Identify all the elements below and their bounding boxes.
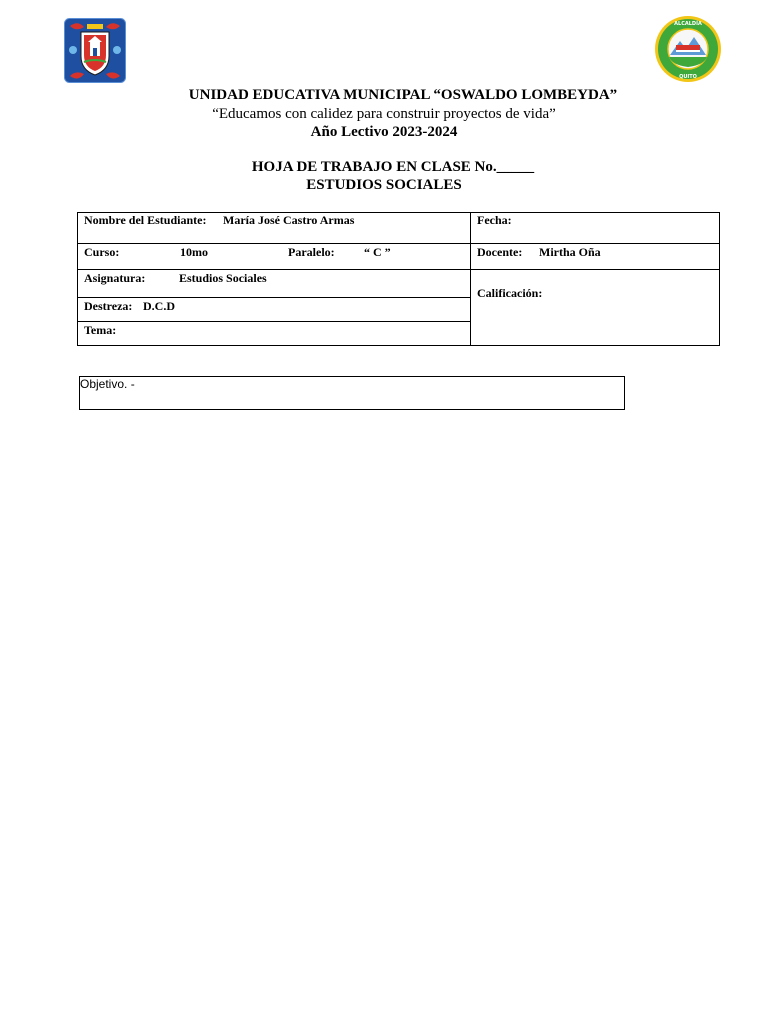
topic-label: Tema:: [84, 323, 117, 337]
row-divider: [78, 269, 719, 270]
column-divider: [470, 213, 471, 345]
grade-label: Calificación:: [477, 286, 543, 300]
quito-coat-of-arms-icon: [64, 18, 126, 83]
skill-label: Destreza:: [84, 299, 133, 313]
subject-title: ESTUDIOS SOCIALES: [306, 177, 462, 193]
objective-box[interactable]: [79, 376, 625, 410]
student-name-value[interactable]: María José Castro Armas: [223, 213, 355, 227]
parallel-label: Paralelo:: [288, 245, 335, 259]
row-divider: [78, 321, 470, 322]
teacher-label: Docente:: [477, 245, 523, 259]
objective-label: Objetivo. -: [80, 377, 135, 391]
date-label: Fecha:: [477, 213, 512, 227]
student-info-table: [77, 212, 720, 346]
school-name: UNIDAD EDUCATIVA MUNICIPAL “OSWALDO LOMBEYDA”: [188, 87, 618, 103]
seal-top-text: ALCALDÍA: [674, 21, 702, 27]
school-year: Año Lectivo 2023-2024: [310, 124, 458, 140]
school-motto: “Educamos con calidez para construir proyectos de vida”: [212, 106, 556, 122]
row-divider: [78, 243, 719, 244]
parallel-value[interactable]: “ C ”: [364, 245, 391, 259]
course-label: Curso:: [84, 245, 120, 259]
course-value[interactable]: 10mo: [180, 245, 208, 259]
row-divider: [78, 297, 470, 298]
teacher-value[interactable]: Mirtha Oña: [539, 245, 601, 259]
subject-value[interactable]: Estudios Sociales: [179, 271, 267, 285]
worksheet-title: HOJA DE TRABAJO EN CLASE No._____: [251, 159, 535, 175]
subject-label: Asignatura:: [84, 271, 146, 285]
skill-value[interactable]: D.C.D: [143, 299, 175, 313]
municipal-seal-icon: [652, 15, 724, 83]
seal-bottom-text: QUITO: [679, 74, 697, 80]
student-name-label: Nombre del Estudiante:: [84, 213, 207, 227]
